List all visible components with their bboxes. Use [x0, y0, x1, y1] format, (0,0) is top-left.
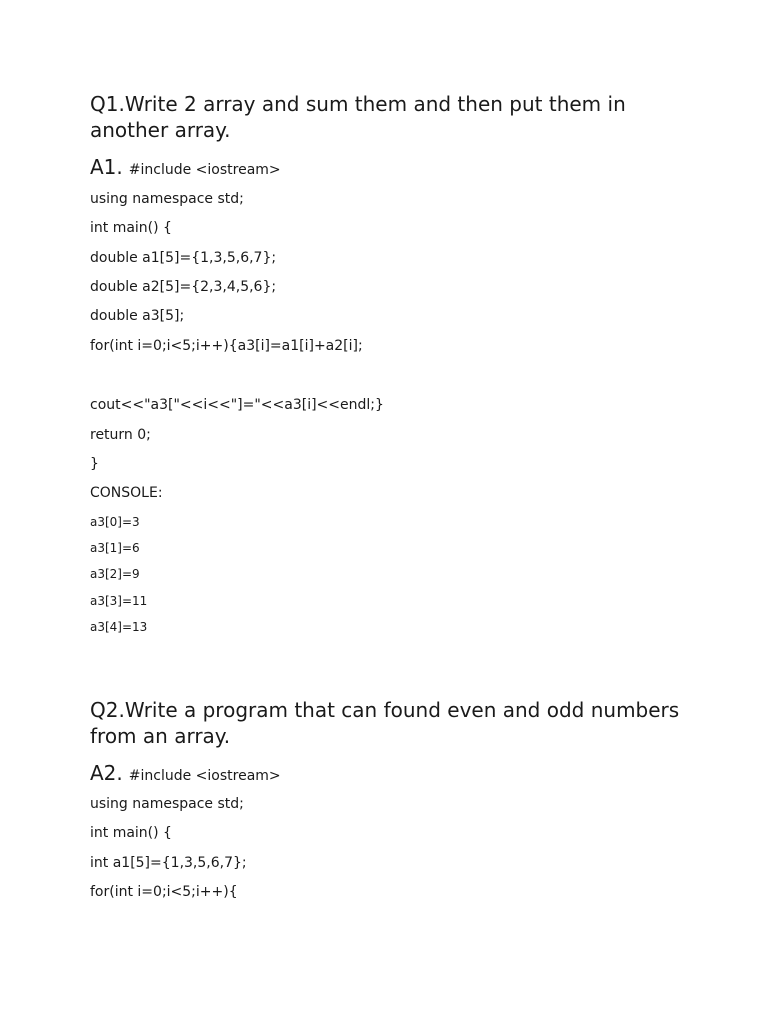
q1-answer-label: A1. — [90, 155, 123, 179]
q2-answer-label: A2. — [90, 761, 123, 785]
q1-code-line: double a1[5]={1,3,5,6,7}; — [90, 250, 277, 266]
q1-code-line: int main() { — [90, 220, 172, 236]
q2-answer — [90, 760, 281, 789]
q1-question: Q1.Write 2 array and sum them and then put them in another array. — [90, 92, 626, 142]
q1-code-line: cout<<"a3["<<i<<"]="<<a3[i]<<endl;} — [90, 397, 384, 413]
q2-code-line: int a1[5]={1,3,5,6,7}; — [90, 855, 247, 871]
q2-code-line: using namespace std; — [90, 796, 244, 812]
q1-console-line: a3[1]=6 — [90, 541, 140, 555]
q1-code-line: double a3[5]; — [90, 308, 185, 324]
q1-console-line: a3[3]=11 — [90, 594, 148, 608]
q1-console-label: CONSOLE: — [90, 485, 163, 501]
q1-console-line: a3[0]=3 — [90, 515, 140, 529]
q1-code-line: } — [90, 456, 99, 472]
q1-include-line: #include <iostream> — [128, 162, 281, 178]
q2-include-line: #include <iostream> — [128, 768, 281, 784]
q2-question: Q2.Write a program that can found even and odd numbers from an array. — [90, 698, 680, 748]
q2-code-line: for(int i=0;i<5;i++){ — [90, 884, 238, 900]
q1-code-line: double a2[5]={2,3,4,5,6}; — [90, 279, 277, 295]
q1-code-line: for(int i=0;i<5;i++){a3[i]=a1[i]+a2[i]; — [90, 338, 363, 354]
q1-console-line: a3[4]=13 — [90, 620, 148, 634]
q2-code-line: int main() { — [90, 825, 172, 841]
q1-code-line: using namespace std; — [90, 191, 244, 207]
q1-console-line: a3[2]=9 — [90, 567, 140, 581]
q1-code-line: return 0; — [90, 427, 151, 443]
q1-answer — [90, 154, 281, 183]
